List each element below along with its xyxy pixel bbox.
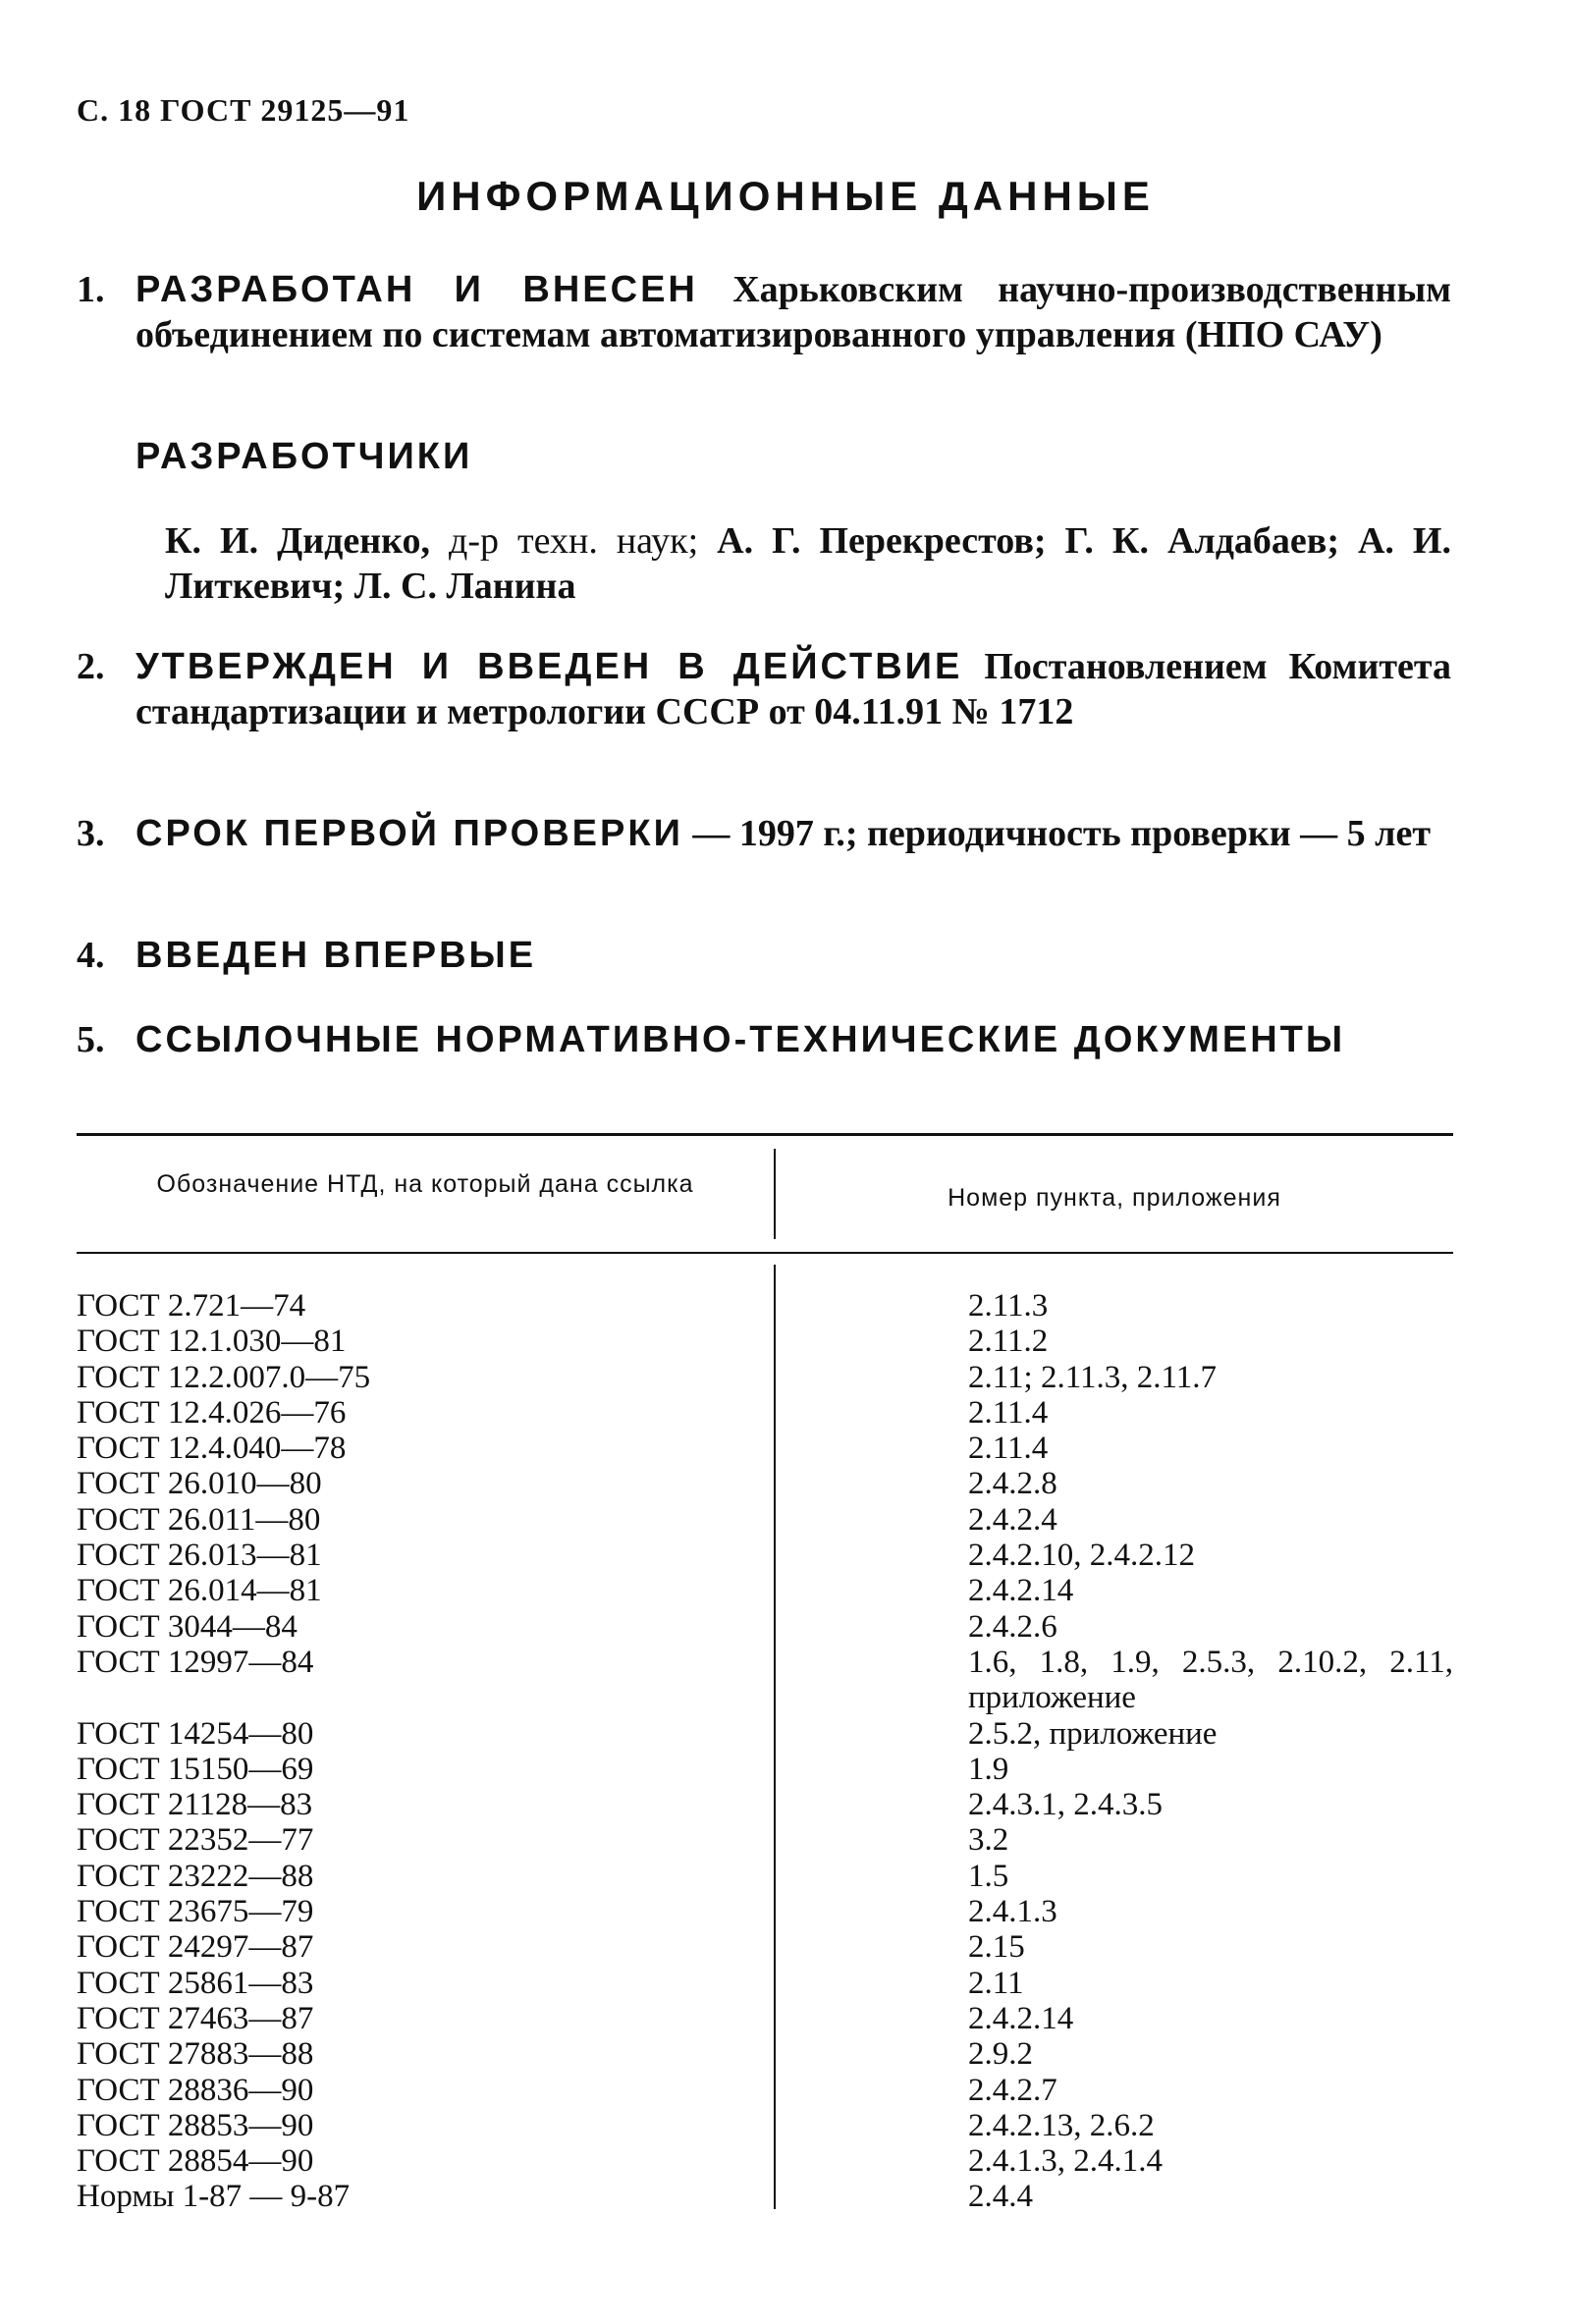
table-row — [77, 1609, 1453, 1645]
ntd-designation: ГОСТ 26.011—80 — [77, 1501, 321, 1538]
table-header-clause: Номер пункта, приложения — [948, 1184, 1281, 1212]
item-caps: ВВЕДЕН ВПЕРВЫЕ — [135, 935, 537, 976]
clause-number: 2.11.2 — [968, 1324, 1049, 1360]
item-number: 3. — [77, 813, 105, 854]
ntd-designation: ГОСТ 12997—84 — [77, 1644, 314, 1680]
table-row — [77, 1929, 1453, 1965]
item-number: 1. — [77, 269, 105, 310]
clause-number: 2.4.2.14 — [968, 2000, 1074, 2036]
ntd-designation: ГОСТ 25861—83 — [77, 1965, 314, 2001]
table-row — [77, 2036, 1453, 2072]
item-number: 5. — [77, 1019, 105, 1060]
table-body — [77, 1288, 1453, 2215]
clause-number: 1.6, 1.8, 1.9, 2.5.3, 2.10.2, 2.11, приложение — [968, 1644, 1453, 1716]
table-row — [77, 1966, 1453, 2001]
ntd-designation: ГОСТ 28836—90 — [77, 2072, 314, 2108]
ntd-designation: ГОСТ 26.010—80 — [77, 1466, 322, 1502]
item-4 — [77, 933, 1451, 978]
ntd-designation: ГОСТ 28854—90 — [77, 2143, 314, 2180]
clause-number: 2.4.2.7 — [968, 2072, 1057, 2108]
ntd-designation: ГОСТ 26.013—81 — [77, 1538, 322, 1574]
ntd-designation: ГОСТ 24297—87 — [77, 1929, 314, 1966]
ntd-designation: ГОСТ 27883—88 — [77, 2036, 314, 2073]
ntd-designation: ГОСТ 28853—90 — [77, 2107, 314, 2143]
ntd-designation: ГОСТ 23675—79 — [77, 1894, 314, 1930]
item-caps: УТВЕРЖДЕН И ВВЕДЕН В ДЕЙСТВИЕ — [135, 646, 963, 687]
clause-number: 2.4.1.3 — [968, 1894, 1057, 1930]
clause-number: 2.5.2, приложение — [968, 1715, 1218, 1752]
ntd-designation: ГОСТ 12.4.026—76 — [77, 1394, 347, 1431]
clause-number: 2.4.2.4 — [968, 1501, 1057, 1538]
table-row — [77, 2108, 1453, 2143]
page-header: С. 18 ГОСТ 29125—91 — [77, 92, 410, 128]
table-row — [77, 1822, 1453, 1858]
clause-number: 2.9.2 — [968, 2036, 1033, 2073]
table-row — [77, 1288, 1453, 1324]
clause-number: 2.11.4 — [968, 1431, 1049, 1467]
table-row — [77, 1431, 1453, 1466]
table-row — [77, 2179, 1453, 2214]
table-header-designation: Обозначение НТД, на который дана ссылка — [156, 1170, 694, 1198]
ntd-designation: ГОСТ 21128—83 — [77, 1787, 313, 1823]
table-row — [77, 1716, 1453, 1752]
item-text: — 1997 г.; периодичность проверки — 5 лет — [692, 813, 1432, 854]
table-row — [77, 1859, 1453, 1894]
item-number: 4. — [77, 935, 105, 976]
table-row — [77, 2073, 1453, 2108]
item-text: Харьковским научно-производственным объединением по системам автоматизированного управления (НПО САУ) — [135, 269, 1451, 355]
table-row — [77, 1360, 1453, 1395]
clause-number: 2.4.3.1, 2.4.3.5 — [968, 1787, 1163, 1823]
ntd-designation: ГОСТ 26.014—81 — [77, 1573, 322, 1609]
table-row — [77, 1502, 1453, 1538]
table-row — [77, 1894, 1453, 1929]
ntd-designation: ГОСТ 12.2.007.0—75 — [77, 1359, 371, 1395]
clause-number: 2.11; 2.11.3, 2.11.7 — [968, 1359, 1217, 1395]
ntd-designation: ГОСТ 2.721—74 — [77, 1288, 306, 1324]
developers-heading: РАЗРАБОТЧИКИ — [135, 436, 473, 477]
ntd-designation: ГОСТ 3044—84 — [77, 1608, 298, 1645]
clause-number: 2.11.3 — [968, 1288, 1049, 1324]
ntd-designation: ГОСТ 27463—87 — [77, 2000, 314, 2036]
table-row — [77, 1466, 1453, 1501]
item-caps: СРОК ПЕРВОЙ ПРОВЕРКИ — [135, 813, 683, 854]
clause-number: 2.15 — [968, 1929, 1025, 1966]
clause-number: 2.11 — [968, 1965, 1024, 2001]
developer-names: А. Г. Перекрестов; Г. К. Алдабаев; А. И. Литкевич; Л. С. Ланина — [165, 520, 1451, 607]
table-row — [77, 1538, 1453, 1573]
developer-degree: д-р техн. наук; — [430, 520, 699, 562]
item-text: Постановлением Комитета стандартизации и метрологии СССР от 04.11.91 № 1712 — [135, 646, 1451, 732]
ntd-designation: ГОСТ 12.1.030—81 — [77, 1324, 347, 1360]
clause-number: 2.4.4 — [968, 2179, 1033, 2215]
document-title: ИНФОРМАЦИОННЫЕ ДАННЫЕ — [416, 173, 1155, 219]
item-5 — [77, 1017, 1451, 1062]
ntd-designation: ГОСТ 14254—80 — [77, 1715, 314, 1752]
item-number: 2. — [77, 646, 105, 687]
table-row — [77, 1787, 1453, 1822]
clause-number: 2.4.2.13, 2.6.2 — [968, 2107, 1155, 2143]
table-row — [77, 1752, 1453, 1787]
item-caps: ССЫЛОЧНЫЕ НОРМАТИВНО-ТЕХНИЧЕСКИЕ ДОКУМЕНТЫ — [135, 1019, 1346, 1060]
item-1 — [77, 267, 1451, 357]
ntd-designation: ГОСТ 12.4.040—78 — [77, 1431, 347, 1467]
clause-number: 2.4.2.6 — [968, 1608, 1057, 1645]
clause-number: 2.4.2.14 — [968, 1573, 1074, 1609]
clause-number: 2.4.1.3, 2.4.1.4 — [968, 2143, 1163, 2180]
table-row — [77, 2143, 1453, 2179]
table-top-rule — [77, 1133, 1453, 1136]
ntd-designation: ГОСТ 15150—69 — [77, 1751, 314, 1787]
item-caps: РАЗРАБОТАН И ВНЕСЕН — [135, 269, 698, 310]
clause-number: 2.4.2.10, 2.4.2.12 — [968, 1538, 1195, 1574]
clause-number: 3.2 — [968, 1822, 1009, 1859]
clause-number: 2.11.4 — [968, 1394, 1049, 1431]
table-row — [77, 1573, 1453, 1608]
table-header-rule — [77, 1252, 1453, 1254]
table-row — [77, 1645, 1453, 1716]
clause-number: 2.4.2.8 — [968, 1466, 1057, 1502]
item-2 — [77, 644, 1451, 734]
developer-name: К. И. Диденко, — [165, 520, 431, 562]
ntd-designation: ГОСТ 23222—88 — [77, 1858, 314, 1894]
clause-number: 1.9 — [968, 1751, 1009, 1787]
table-row — [77, 1324, 1453, 1359]
clause-number: 1.5 — [968, 1858, 1009, 1894]
ntd-designation: ГОСТ 22352—77 — [77, 1822, 314, 1859]
developers-list — [165, 518, 1451, 609]
item-3 — [77, 811, 1451, 856]
table-row — [77, 2001, 1453, 2036]
ntd-designation: Нормы 1-87 — 9-87 — [77, 2179, 351, 2215]
table-row — [77, 1395, 1453, 1431]
